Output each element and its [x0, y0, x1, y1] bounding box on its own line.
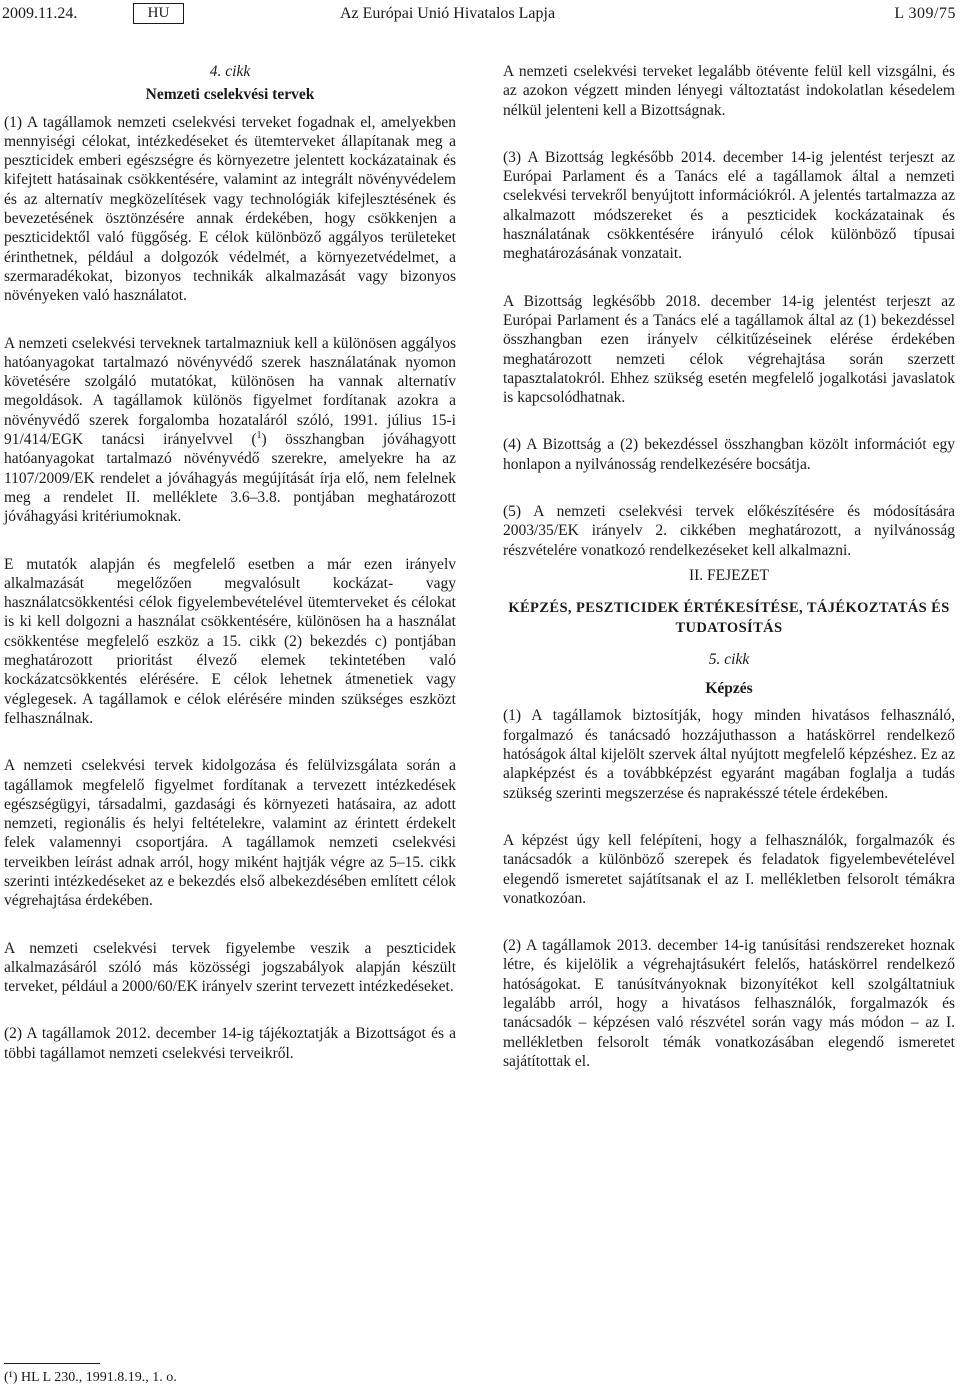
- chapter-title: KÉPZÉS, PESZTICIDEK ÉRTÉKESÍTÉSE, TÁJÉKOZTATÁS ÉS TUDATOSÍTÁS: [508, 600, 950, 636]
- footnote-rule: [4, 1363, 100, 1364]
- paragraph: (2) A tagállamok 2012. december 14-ig tájékoztatják a Bizottságot és a többi tagállamot nemzeti cselekvési terveikről.: [4, 1025, 456, 1062]
- page-header: [0, 0, 960, 28]
- paragraph-text: ) összhangban jóváhagyott hatóanyagokat tartalmazó növényvédő szerekre, amelyekre ha az 1107/2009/EK rendelet a jóváhagyás megújítását írja elő, nem felelnek meg a rendelet II. melléklete 3.6–3.8. pontjában meghatározott jóváhagyási kritériumoknak.: [4, 431, 456, 526]
- article-title: Nemzeti cselekvési tervek: [145, 86, 315, 104]
- paragraph: E mutatók alapján és megfelelő esetben a már ezen irányelv alkalmazását megelőzően megvalósult kockázat- vagy használatcsökkentési célok figyelembevételével ütemterveket és célokat is ki kell dolgozni a használat csökkentésére, különösen ha a használat csökkentése megfelelő eszköz a 15. cikk (2) bekezdés c) pontjában meghatározott prioritást élvező elemek tekintetében való kockázatcsökkentés elérésére. E célok lehetnek átmenetiek vagy véglegesek. A tagállamok e célok elérésére minden szükséges eszközt felhasználnak.: [4, 555, 456, 727]
- paragraph: (1) A tagállamok nemzeti cselekvési terveket fogadnak el, amelyekben mennyiségi célokat, intézkedéseket és ütemterveket állapítanak meg a peszticidek emberi egészségre és környezetre jelentett kockázatainak és kifejtett hatásainak csökkentésére, valamint az integrált növényvédelem és az alternatív megközelítések vagy technológiák kifejlesztésének és bevezetésének ösztönzésére annak érdekében, hogy csökkenjen a peszticidektől való függőség. E célok különböző aggályos területeket érinthetnek, például a dolgozók védelmét, a környezetvédelmet, a szermaradékokat, bizonyos technikák alkalmazását vagy bizonyos növényeken való használatot.: [4, 113, 456, 305]
- chapter-number: II. FEJEZET: [688, 566, 770, 584]
- page-reference: L 309/75: [894, 5, 956, 22]
- paragraph: A nemzeti cselekvési tervek figyelembe veszik a peszticidek alkalmazásáról szóló más közösségi jogszabályok alapján készült terveket, például a 2000/60/EK irányelv szerint tervezett intézkedéseket.: [4, 939, 456, 996]
- paragraph: (1) A tagállamok biztosítják, hogy minden hivatásos felhasználó, forgalmazó és tanácsadó hozzájuthasson a hatáskörrel rendelkező hatóságok által kijelölt szervek által nyújtott megfelelő képzéshez. Ez az alapképzést és a továbbképzést egyaránt magában foglalja a tudás szükség szerinti megszerzése és naprakésszé tétele érdekében.: [503, 707, 955, 802]
- left-column: [4, 62, 456, 1063]
- footnote: (¹) HL L 230., 1991.8.19., 1. o.: [4, 1370, 177, 1385]
- paragraph: A nemzeti cselekvési terveket legalább ötévente felül kell vizsgálni, és az azokon végzett minden lényegi változtatást indokolatlan késedelem nélkül jelenteni kell a Bizottságnak.: [503, 63, 955, 119]
- paragraph: (3) A Bizottság legkésőbb 2014. december 14-ig jelentést terjeszt az Európai Parlament és a Tanács elé a tagállamok által a nemzeti cselekvési tervekről benyújtott információkról. A jelentés tartalmazza az alkalmazott módszereket és a peszticidek kockázatainak és használatának csökkentésére irányuló célok különböző típusai meghatározásának vonzatait.: [503, 148, 955, 263]
- paragraph: A képzést úgy kell felépíteni, hogy a felhasználók, forgalmazók és tanácsadók a különböző szerepek és feladatok figyelembevételével elegendő ismeretet sajátítsanak el az I. mellékletben felsorolt témákra vonatkozóan.: [503, 831, 955, 907]
- paragraph: [4, 334, 456, 527]
- paragraph: (4) A Bizottság a (2) bekezdéssel összhangban közölt információt egy honlapon a nyilvánosság rendelkezésére bocsátja.: [503, 436, 955, 473]
- language-box: HU: [133, 3, 184, 24]
- footnote-ref: 1: [256, 430, 262, 442]
- paragraph: (2) A tagállamok 2013. december 14-ig tanúsítási rendszereket hoznak létre, és kijelölik a végrehajtásukért felelős, hatáskörrel rendelkező hatóságokat. E tanúsítványoknak bizonyítékot kell szolgáltatniuk legalább arról, hogy a hivatásos felhasználók, forgalmazók és tanácsadók – képzésen való részvétel során vagy más módon – az I. mellékletben felsorolt témák vonatkozásában elegendő ismeretet sajátítottak el.: [503, 937, 955, 1070]
- paragraph: (5) A nemzeti cselekvési tervek előkészítésére és módosítására 2003/35/EK irányelv 2. cikkében meghatározott, a nyilvánosság részvételére vonatkozó rendelkezéseket kell alkalmazni.: [503, 503, 955, 559]
- journal-title: Az Európai Unió Hivatalos Lapja: [340, 5, 556, 22]
- article-number: 4. cikk: [209, 63, 251, 80]
- right-column: [503, 62, 955, 1071]
- paragraph-text: A nemzeti cselekvési terveknek tartalmazniuk kell a különösen aggályos hatóanyagokat tartalmazó növényvédő szerek használatának nyomon követésére szolgáló mutatókat, különösen ha vannak alternatív megoldások. A tagállamok különös figyelmet fordítanak azokra a növényvédő szerek forgalomba hozataláról szóló, 1991. július 15-i 91/414/EGK tanácsi irányelvvel (: [4, 334, 456, 449]
- article-number: 5. cikk: [708, 650, 750, 668]
- paragraph: A nemzeti cselekvési tervek kidolgozása és felülvizsgálata során a tagállamok megfelelő figyelmet fordítanak a tervezett intézkedések egészségügyi, társadalmi, gazdasági és környezeti hatásaira, az adott nemzeti, regionális és helyi feltételekre, valamint az érintett érdekelt felek valamennyi csoportjára. A tagállamok nemzeti cselekvési terveikben leírást adnak arról, hogy miként hajtják végre az 5–15. cikk szerinti intézkedéseket az e bekezdés első albekezdésében említett célok végrehajtása érdekében.: [4, 757, 456, 910]
- article-title: Képzés: [705, 680, 753, 698]
- paragraph: A Bizottság legkésőbb 2018. december 14-ig jelentést terjeszt az Európai Parlament és a Tanács elé a tagállamok által az (1) bekezdéssel összhangban ezen irányelv célkitűzéseinek elérése érdekében meghatározott nemzeti célok végrehajtása során szerzett tapasztalatokról. Ehhez szükség esetén megfelelő jogalkotási javaslatok is kapcsolódhatnak.: [503, 292, 955, 407]
- publication-date: 2009.11.24.: [2, 5, 78, 22]
